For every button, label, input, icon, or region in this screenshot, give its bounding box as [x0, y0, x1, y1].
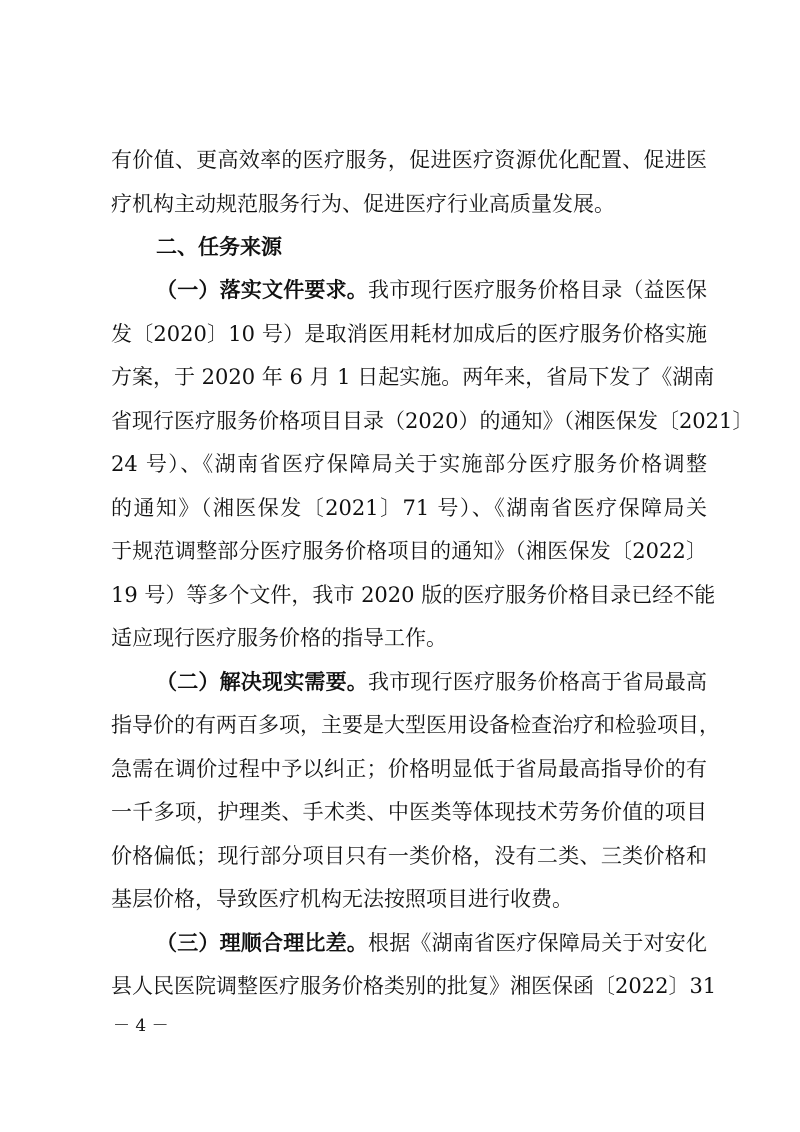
section-heading: 二、任务来源: [156, 235, 282, 259]
subsection-3-first-line: [156, 928, 707, 958]
page-number: － 4 －: [113, 1016, 169, 1036]
subsection-2-text: 我市现行医疗服务价格高于省局最高: [368, 670, 707, 694]
body-text-line: 一千多项，护理类、手术类、中医类等体现技术劳务价值的项目: [111, 800, 707, 824]
body-text-line: 县人民医院调整医疗服务价格类别的批复》湘医保函〔2022〕31: [111, 974, 717, 998]
body-text-line: 方案，于 2020 年 6 月 1 日起实施。两年来，省局下发了《湖南: [111, 365, 715, 389]
subsection-1-first-line: [156, 275, 707, 305]
body-text-line: 价格偏低；现行部分项目只有一类价格，没有二类、三类价格和: [111, 844, 707, 868]
body-text-line: 疗机构主动规范服务行为、促进医疗行业高质量发展。: [111, 192, 615, 216]
body-text-line: 有价值、更高效率的医疗服务，促进医疗资源优化配置、促进医: [111, 148, 707, 172]
body-text-line: 省现行医疗服务价格项目目录（2020）的通知》（湘医保发〔2021〕: [111, 409, 754, 433]
body-text-line: 基层价格，导致医疗机构无法按照项目进行收费。: [111, 887, 573, 911]
body-text-line: 指导价的有两百多项，主要是大型医用设备检查治疗和检验项目，: [111, 713, 720, 737]
body-text-line: 发〔2020〕10 号）是取消医用耗材加成后的医疗服务价格实施: [111, 322, 707, 346]
body-text-line: 急需在调价过程中予以纠正；价格明显低于省局最高指导价的有: [111, 757, 707, 781]
subsection-2-title: （二）解决现实需要。: [156, 670, 368, 694]
body-text-line: 于规范调整部分医疗服务价格项目的通知》（湘医保发〔2022〕: [111, 539, 707, 563]
body-text-line: 19 号）等多个文件，我市 2020 版的医疗服务价格目录已经不能: [111, 583, 716, 607]
subsection-3-text: 根据《湖南省医疗保障局关于对安化: [368, 931, 707, 955]
subsection-3-title: （三）理顺合理比差。: [156, 931, 368, 955]
subsection-1-text: 我市现行医疗服务价格目录（益医保: [368, 278, 707, 302]
body-text-line: 的通知》（湘医保发〔2021〕71 号）、《湖南省医疗保障局关: [111, 496, 707, 520]
subsection-1-title: （一）落实文件要求。: [156, 278, 368, 302]
body-text-line: 24 号）、《湖南省医疗保障局关于实施部分医疗服务价格调整: [111, 452, 707, 476]
subsection-2-first-line: [156, 667, 707, 697]
body-text-line: 适应现行医疗服务价格的指导工作。: [111, 626, 447, 650]
